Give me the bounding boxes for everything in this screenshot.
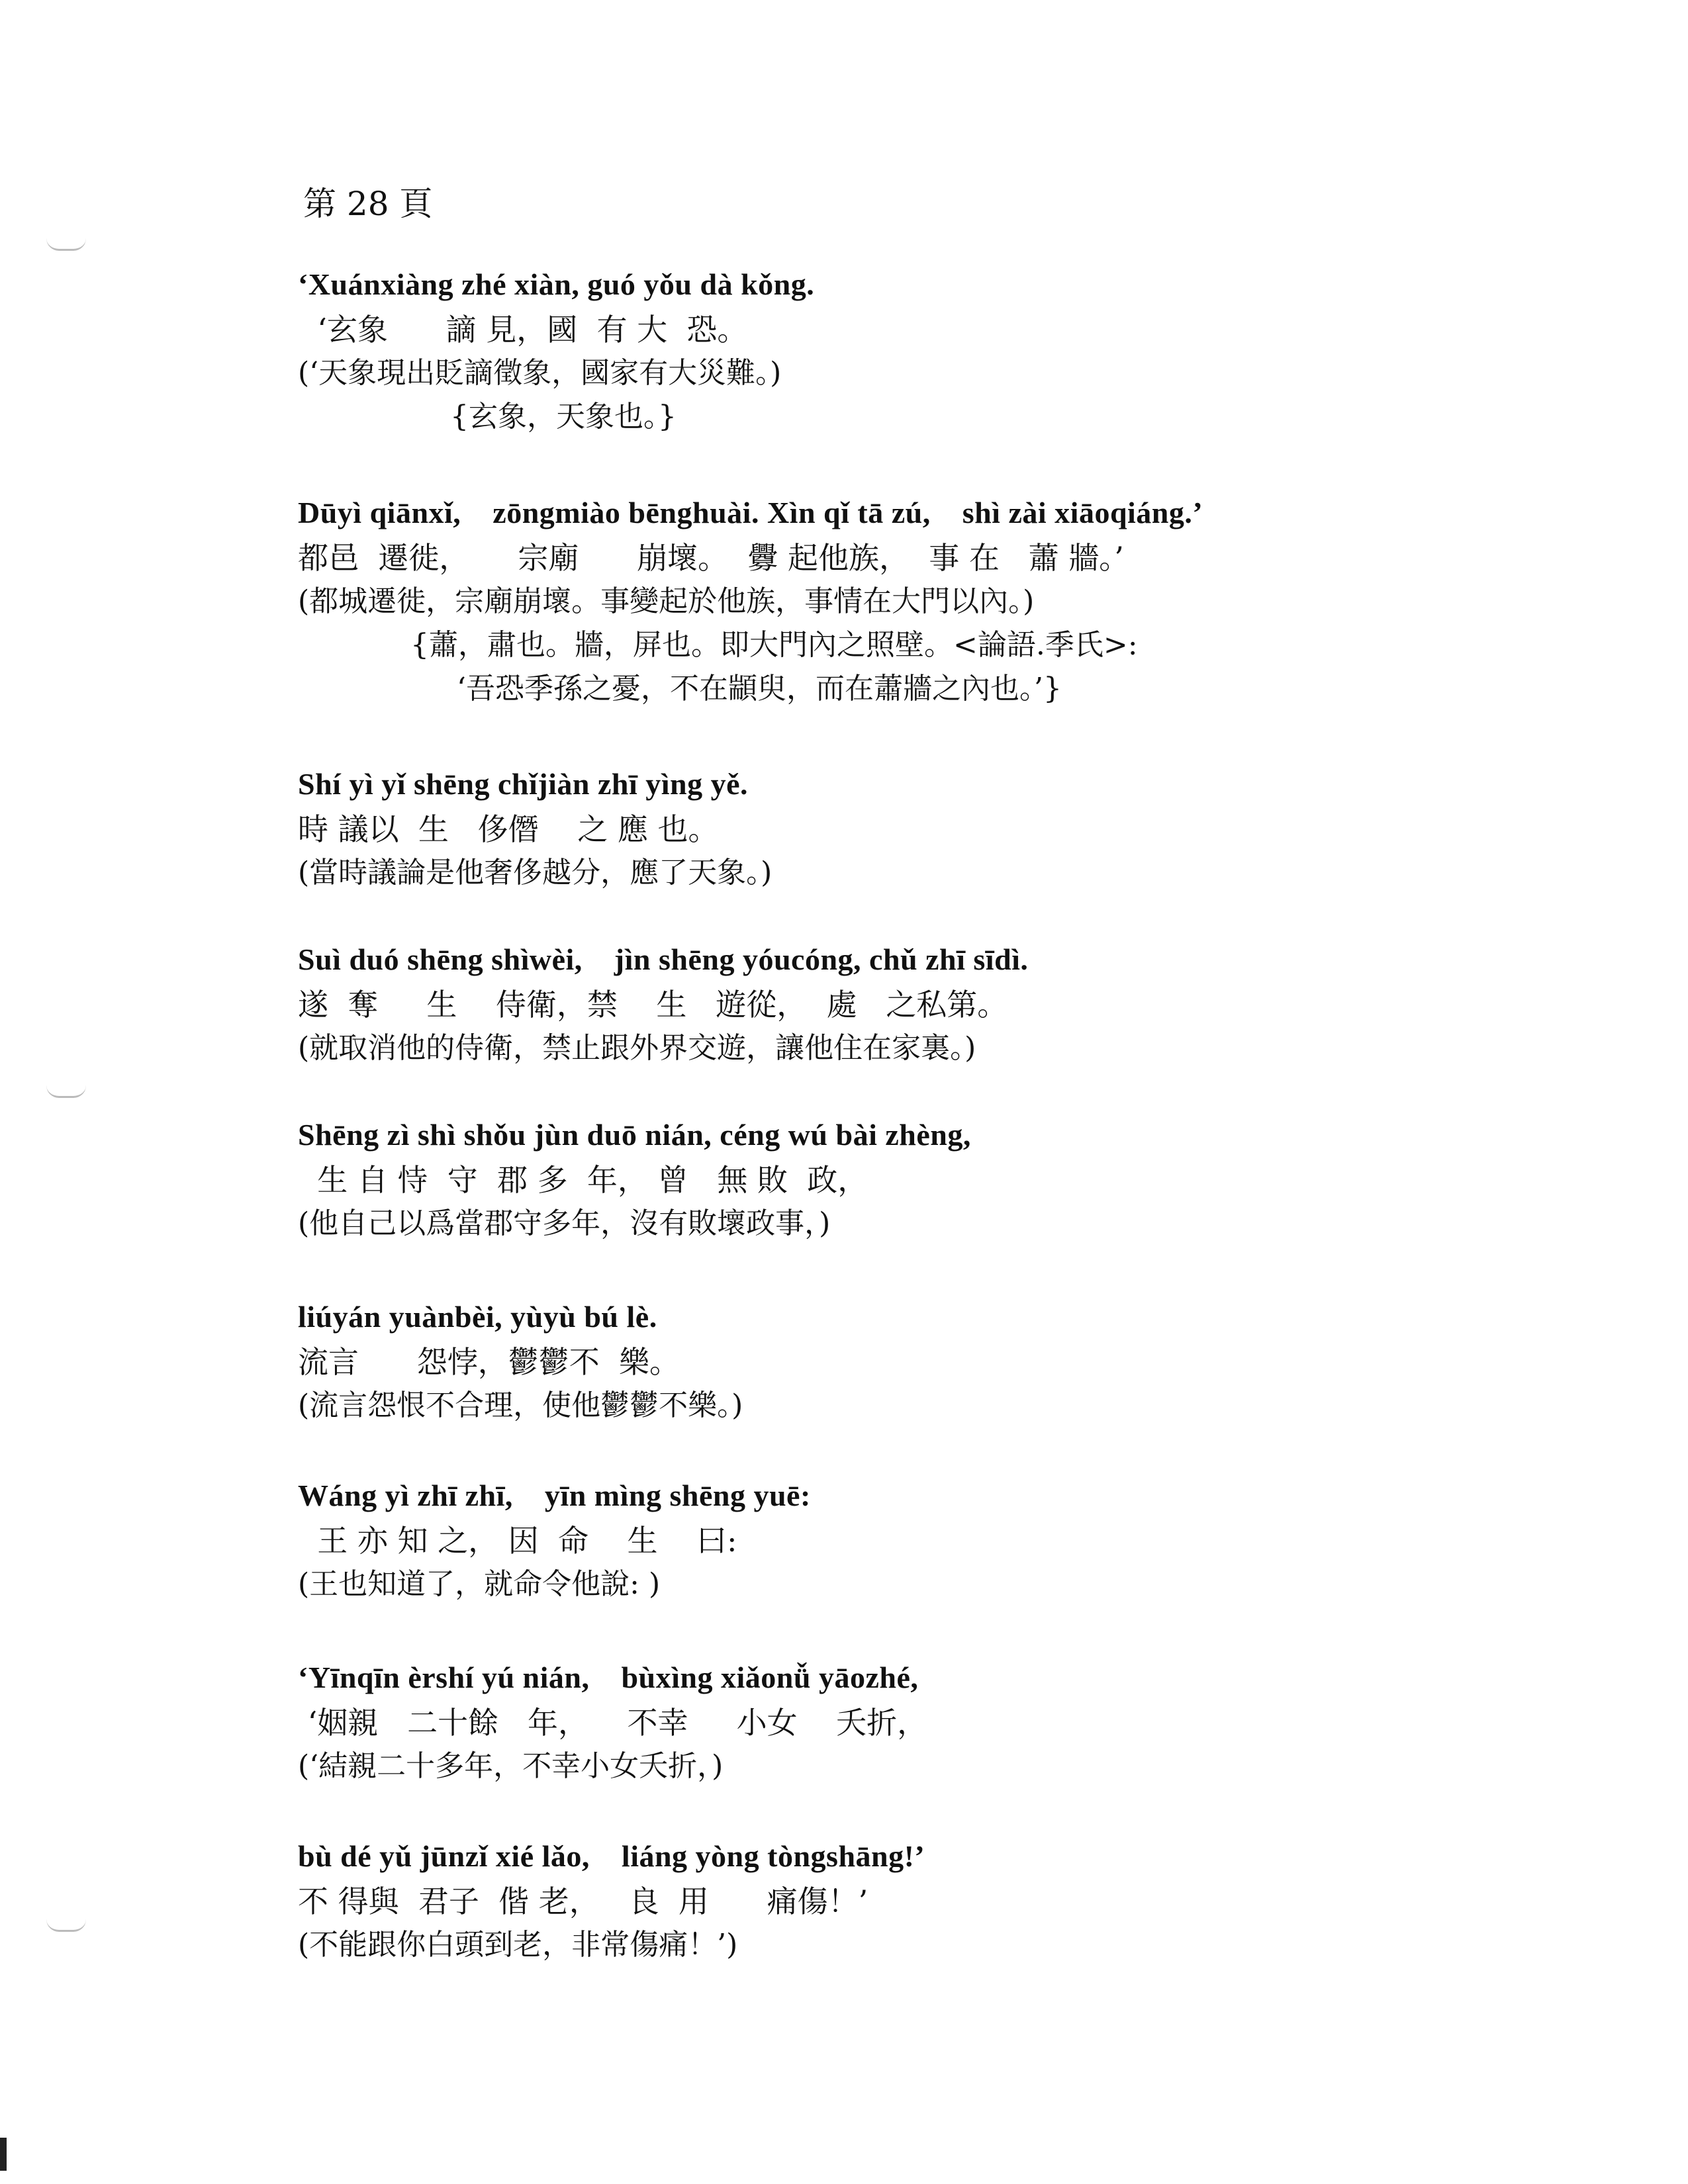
chinese-line: 生 自 恃 守 郡 多 年， 曾 無 敗 政， [298, 1162, 868, 1198]
translation-line: (‘天象現出貶謫徵象，國家有大災難。) [298, 356, 782, 390]
pinyin-line: Dūyì qiānxǐ, zōngmiào bēnghuài. Xìn qǐ tā zú, shì zài xiāoqiáng.’ [298, 496, 1203, 529]
pinyin-line: bù dé yǔ jūnzǐ xié lǎo, liáng yòng tòngshāng!’ [298, 1839, 925, 1873]
scan-margin-mark [46, 238, 86, 251]
pinyin-line: ‘Xuánxiàng zhé xiàn, guó yǒu dà kǒng. [298, 267, 815, 301]
page-heading: 第 28 頁 [303, 185, 433, 223]
translation-line: (王也知道了，就命令他說: ) [298, 1567, 661, 1601]
scan-margin-mark [46, 1085, 86, 1098]
pinyin-line: Suì duó shēng shìwèi, jìn shēng yóucóng, chǔ zhī sīdì. [298, 942, 1029, 976]
stanza [298, 261, 1456, 439]
chinese-line: ‘姻親 二十餘 年， 不幸 小女 夭折， [298, 1705, 928, 1741]
chinese-line: 時 議以 生 侈僭 之 應 也。 [298, 811, 719, 847]
scan-margin-mark [46, 1919, 86, 1932]
translation-line: (流言怨恨不合理，使他鬱鬱不樂。) [298, 1388, 743, 1422]
note-line: {玄象，天象也。} [450, 400, 677, 433]
note-line: {蕭，肅也。牆，屏也。即大門內之照壁。<論語.季氏>: [410, 628, 1138, 662]
stanza [298, 1833, 1456, 1967]
stanza [298, 761, 1456, 895]
stanza [298, 1655, 1456, 1788]
translation-line: (不能跟你白頭到老，非常傷痛！’) [298, 1928, 738, 1962]
translation-line: (當時議論是他奢侈越分，應了天象。) [298, 856, 773, 889]
chinese-line: 流言 怨悖，鬱鬱不 樂。 [298, 1344, 680, 1380]
chinese-line: 都邑 遷徙， 宗廟 崩壞。 釁 起他族， 事 在 蕭 牆。’ [298, 540, 1124, 576]
pinyin-line: Shēng zì shì shǒu jùn duō nián, céng wú bài zhèng, [298, 1118, 971, 1152]
stanza [298, 936, 1456, 1070]
chinese-line: 遂 奪 生 侍衛，禁 生 遊從， 處 之私第。 [298, 987, 1008, 1023]
note-line: ‘吾恐季孫之憂，不在顓臾，而在蕭牆之內也。’} [457, 672, 1062, 705]
translation-line: (他自己以爲當郡守多年，沒有敗壞政事，) [298, 1206, 831, 1240]
pinyin-line: Wáng yì zhī zhī, yīn mìng shēng yuē: [298, 1479, 811, 1512]
translation-line: (‘結親二十多年，不幸小女夭折，) [298, 1749, 724, 1783]
translation-line: (就取消他的侍衛，禁止跟外界交遊，讓他住在家裏。) [298, 1031, 976, 1065]
stanza [298, 1294, 1456, 1428]
chinese-line: 不 得與 君子 偕 老， 良 用 痛傷！’ [298, 1884, 868, 1919]
pinyin-line: Shí yì yǐ shēng chǐjiàn zhī yìng yě. [298, 767, 749, 801]
translation-line: (都城遷徙，宗廟崩壞。事變起於他族，事情在大門以內。) [298, 584, 1035, 618]
pinyin-line: ‘Yīnqīn èrshí yú nián, bùxìng xiǎonǚ yāozhé, [298, 1661, 919, 1694]
pinyin-line: liúyán yuànbèi, yùyù bú lè. [298, 1300, 657, 1334]
chinese-line: ‘玄象 謫 見，國 有 大 恐。 [298, 312, 748, 347]
stanza [298, 1112, 1456, 1246]
chinese-line: 王 亦 知 之， 因 命 生 曰: [298, 1523, 737, 1559]
stanza [298, 490, 1456, 711]
scan-corner-mark [0, 2138, 7, 2171]
stanza [298, 1473, 1456, 1606]
